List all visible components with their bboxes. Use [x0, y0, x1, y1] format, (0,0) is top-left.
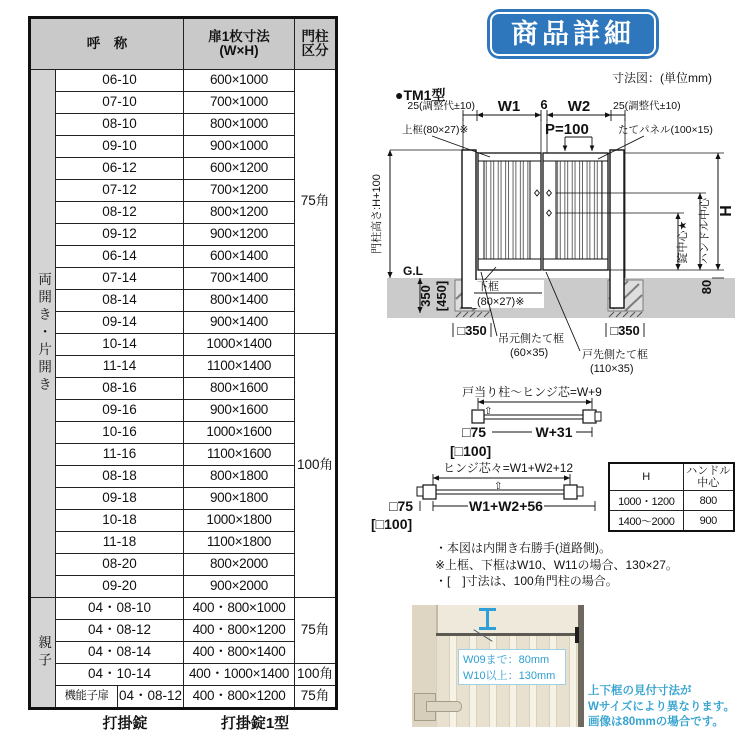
spec-row — [30, 378, 337, 400]
plan-double-title: ヒンジ芯々=W1+W2+12 — [443, 461, 574, 475]
callout-line-2: W10以上：130mm — [463, 670, 556, 682]
rail-dimension-icon-base — [479, 627, 496, 630]
dim-gap6: 6 — [540, 97, 548, 112]
spec-cell-name: 04・08-14 — [56, 642, 184, 664]
handle-table-body — [609, 491, 734, 532]
caption-line-3: 画像は80mmの場合です。 — [588, 716, 724, 728]
post-group-label: 75角 — [295, 686, 337, 709]
header-name: 呼 称 — [30, 18, 184, 70]
product-detail-badge-text: 商品詳細 — [490, 12, 656, 56]
dim-adjust-right: 25(調整代±10) — [613, 100, 681, 112]
depth-450-label: [450] — [434, 280, 449, 312]
spec-cell-size: 800×1400 — [184, 290, 295, 312]
spec-row — [30, 92, 337, 114]
latch-stile-label-line1: 戸先側たて框 — [582, 349, 648, 361]
top-dimension-chain — [463, 110, 625, 153]
spec-row — [30, 114, 337, 136]
spec-row — [30, 400, 337, 422]
product-detail-badge — [487, 9, 659, 59]
plan-single-post-alt-label: [□100] — [450, 443, 492, 459]
header-post — [295, 18, 337, 70]
spec-cell-size: 700×1000 — [184, 92, 295, 114]
spec-table — [28, 16, 338, 710]
spec-cell-size: 900×1400 — [184, 312, 295, 334]
caption-line-1: 上下框の見付寸法が — [588, 685, 692, 697]
height-h-label: H — [718, 205, 735, 217]
spec-cell-name: 10-14 — [56, 334, 184, 356]
note-line-2: ※上框、下框はW10、W11の場合、130×27。 — [435, 557, 678, 572]
row-group-label: 親子 — [30, 598, 56, 709]
model-label: ●TM1型 — [395, 87, 446, 103]
spec-cell-name: 06-14 — [56, 246, 184, 268]
spec-cell-size: 400・1000×1400 — [184, 664, 295, 686]
spec-cell-name: 04・08-12 — [56, 620, 184, 642]
spec-row — [30, 554, 337, 576]
gate-photo — [412, 605, 584, 727]
spec-cell-name: 11-18 — [56, 532, 184, 554]
callout-line-1: W09まで：80mm — [463, 654, 550, 666]
spec-row — [30, 686, 337, 709]
spec-row — [30, 488, 337, 510]
plan-single-swing-arrow: ⇧ — [484, 406, 493, 417]
handle-h-range: 1000・1200 — [609, 491, 683, 511]
plan-double-swing-arrow: ⇧ — [494, 481, 503, 492]
post-group-label: 100角 — [295, 334, 337, 598]
plan-single-post-label: □75 — [461, 424, 487, 440]
dim-adjust-left: 25(調整代±10) — [407, 100, 475, 112]
spec-cell-size: 900×1800 — [184, 488, 295, 510]
spec-row — [30, 312, 337, 334]
note-line-3: ・[ ]寸法は、100角門柱の場合。 — [435, 574, 618, 588]
header-size-line1: 扉1枚寸法 — [208, 28, 270, 44]
spec-cell-size: 900×1000 — [184, 136, 295, 158]
plan-view-single — [450, 384, 602, 459]
handle-h-range: 1400～2000 — [609, 511, 683, 532]
right-gate-post — [610, 150, 624, 308]
caption-line-2: Wサイズにより異なります。 — [588, 700, 736, 713]
spec-cell-size: 600×1000 — [184, 70, 295, 92]
spec-row — [30, 664, 337, 686]
depth-350-label: 350 — [418, 285, 433, 307]
spec-cell-size: 900×1600 — [184, 400, 295, 422]
spec-cell-name: 08-20 — [56, 554, 184, 576]
spec-cell-size: 1000×1600 — [184, 422, 295, 444]
row-group-label: 両開き・片開き — [30, 70, 56, 598]
spec-cell-size: 800×1800 — [184, 466, 295, 488]
spec-row — [30, 246, 337, 268]
spec-row — [30, 136, 337, 158]
lock-type-left: 打掛錠 — [102, 715, 148, 732]
dim-w1: W1 — [497, 98, 521, 115]
post-group-label: 75角 — [295, 70, 337, 334]
handle-table-header-h: H — [609, 463, 683, 491]
spec-cell-size: 400・800×1400 — [184, 642, 295, 664]
spec-row — [30, 268, 337, 290]
spec-cell-size: 600×1400 — [184, 246, 295, 268]
clearance-80-label: 80 — [699, 279, 714, 295]
spec-cell-name: 09-20 — [56, 576, 184, 598]
bottom-rail-label-line1: 下框 — [477, 281, 499, 293]
spec-cell-name: 07-12 — [56, 180, 184, 202]
spec-cell-size: 800×2000 — [184, 554, 295, 576]
header-post-line1: 門柱 — [301, 28, 329, 44]
spec-row — [30, 510, 337, 532]
spec-cell-size: 1000×1800 — [184, 510, 295, 532]
spec-row — [30, 598, 337, 620]
spec-cell-name: 07-14 — [56, 268, 184, 290]
plan-double-post-alt-label: [□100] — [371, 516, 413, 532]
spec-cell-name: 10-18 — [56, 510, 184, 532]
handle-table-header-center — [683, 463, 734, 491]
header-size — [184, 18, 295, 70]
spec-cell-size: 800×1200 — [184, 202, 295, 224]
handle-center-label: ハンドル中心 — [699, 198, 711, 264]
plan-single-width-label: W+31 — [535, 424, 573, 440]
spec-cell-size: 800×1000 — [184, 114, 295, 136]
spec-cell-name: 09-18 — [56, 488, 184, 510]
spec-cell-name: 08-12 — [56, 202, 184, 224]
spec-row — [30, 642, 337, 664]
spec-cell-prefix: 機能子扉 — [56, 686, 118, 709]
post-group-label: 75角 — [295, 598, 337, 664]
header-post-line2: 区分 — [301, 43, 329, 58]
spec-cell-name: 06-10 — [56, 70, 184, 92]
spec-cell-size: 1100×1400 — [184, 356, 295, 378]
spec-row — [30, 532, 337, 554]
vertical-panel-label: たてパネル(100×15) — [618, 124, 713, 136]
spec-row — [30, 444, 337, 466]
spec-cell-name: 09-12 — [56, 224, 184, 246]
spec-cell-name: 09-16 — [56, 400, 184, 422]
spec-cell-size: 900×2000 — [184, 576, 295, 598]
handle-table-header-center-l1: ハンドル — [686, 465, 731, 477]
plan-double-post-label: □75 — [388, 498, 414, 514]
spec-cell-name: 06-12 — [56, 158, 184, 180]
spec-cell-size: 400・800×1200 — [184, 686, 295, 709]
spec-row — [30, 422, 337, 444]
spec-row — [30, 158, 337, 180]
spec-cell-name: 04・08-10 — [56, 598, 184, 620]
spec-cell-name: 08-18 — [56, 466, 184, 488]
spec-cell-size: 700×1200 — [184, 180, 295, 202]
photo-caption — [588, 684, 738, 731]
spec-cell-name: 09-10 — [56, 136, 184, 158]
handle-table-row — [609, 491, 734, 511]
spec-cell-name: 09-14 — [56, 312, 184, 334]
spec-cell-size: 400・800×1200 — [184, 620, 295, 642]
handle-table-header-center-l2: 中心 — [697, 477, 720, 489]
photo-right-edge — [578, 605, 584, 727]
spec-cell-name: 11-16 — [56, 444, 184, 466]
photo-top-rail — [436, 633, 584, 636]
note-line-1: ・本図は内開き右勝手(道路側)。 — [435, 541, 611, 555]
spec-row — [30, 224, 337, 246]
handle-height-table — [608, 462, 735, 532]
handle-table-row — [609, 511, 734, 532]
spec-cell-size: 900×1200 — [184, 224, 295, 246]
spec-row — [30, 356, 337, 378]
latch-stile-label-line2: (110×35) — [590, 363, 634, 375]
post-height-label: 門柱高さ:H+100 — [371, 174, 383, 254]
plan-single-title: 戸当り柱～ヒンジ芯=W+9 — [462, 385, 602, 399]
spec-row — [30, 620, 337, 642]
lock-type-right: 打掛錠1型 — [220, 715, 290, 732]
spec-table-body — [30, 70, 337, 709]
header-size-line2: (W×H) — [219, 43, 259, 58]
spec-cell-size: 1000×1400 — [184, 334, 295, 356]
spec-cell-name: 08-16 — [56, 378, 184, 400]
lock-center-label: 錠中心★ — [677, 220, 689, 264]
spec-cell-name: 07-10 — [56, 92, 184, 114]
spec-cell-size: 600×1200 — [184, 158, 295, 180]
handle-center-value: 800 — [683, 491, 734, 511]
footing-right-label: □350 — [610, 323, 640, 338]
spec-cell-name: 08-14 — [56, 290, 184, 312]
spec-cell-name: 11-14 — [56, 356, 184, 378]
top-rail-label: 上框(80×27)※ — [402, 124, 469, 136]
plan-view-double — [371, 460, 595, 532]
post-height-dimension — [390, 150, 462, 278]
pitch-label: P=100 — [545, 121, 589, 138]
spec-row — [30, 180, 337, 202]
photo-handle-lever — [426, 701, 462, 712]
photo-latch — [575, 627, 579, 643]
rail-size-callout — [458, 649, 566, 685]
handle-center-value: 900 — [683, 511, 734, 532]
spec-cell-size: 1100×1600 — [184, 444, 295, 466]
spec-cell-name: 04・10-14 — [56, 664, 184, 686]
spec-cell-name: 10-16 — [56, 422, 184, 444]
spec-row — [30, 334, 337, 356]
dimension-unit-note: 寸法図：(単位mm) — [612, 71, 712, 85]
spec-cell-name: 08-10 — [56, 114, 184, 136]
dim-w2: W2 — [567, 98, 591, 115]
spec-row — [30, 290, 337, 312]
spec-cell-size: 1100×1800 — [184, 532, 295, 554]
plan-double-width-label: W1+W2+56 — [469, 498, 543, 514]
bottom-rail-label-line2: (80×27)※ — [477, 296, 525, 308]
spec-row — [30, 466, 337, 488]
spec-cell-size: 700×1400 — [184, 268, 295, 290]
spec-row — [30, 202, 337, 224]
spec-cell-size: 400・800×1000 — [184, 598, 295, 620]
diagram-notes — [435, 540, 678, 590]
post-group-label: 100角 — [295, 664, 337, 686]
pitch-arrows — [565, 137, 592, 151]
hinge-stile-label-line1: 吊元側たて框 — [498, 333, 564, 345]
spec-row — [30, 70, 337, 92]
spec-cell-size: 800×1600 — [184, 378, 295, 400]
footing-left-label: □350 — [457, 323, 487, 338]
ground-line-label: G.L — [403, 264, 423, 278]
hinge-stile-label-line2: (60×35) — [510, 347, 549, 359]
spec-cell-name: 04・08-12 — [118, 686, 184, 709]
spec-row — [30, 576, 337, 598]
